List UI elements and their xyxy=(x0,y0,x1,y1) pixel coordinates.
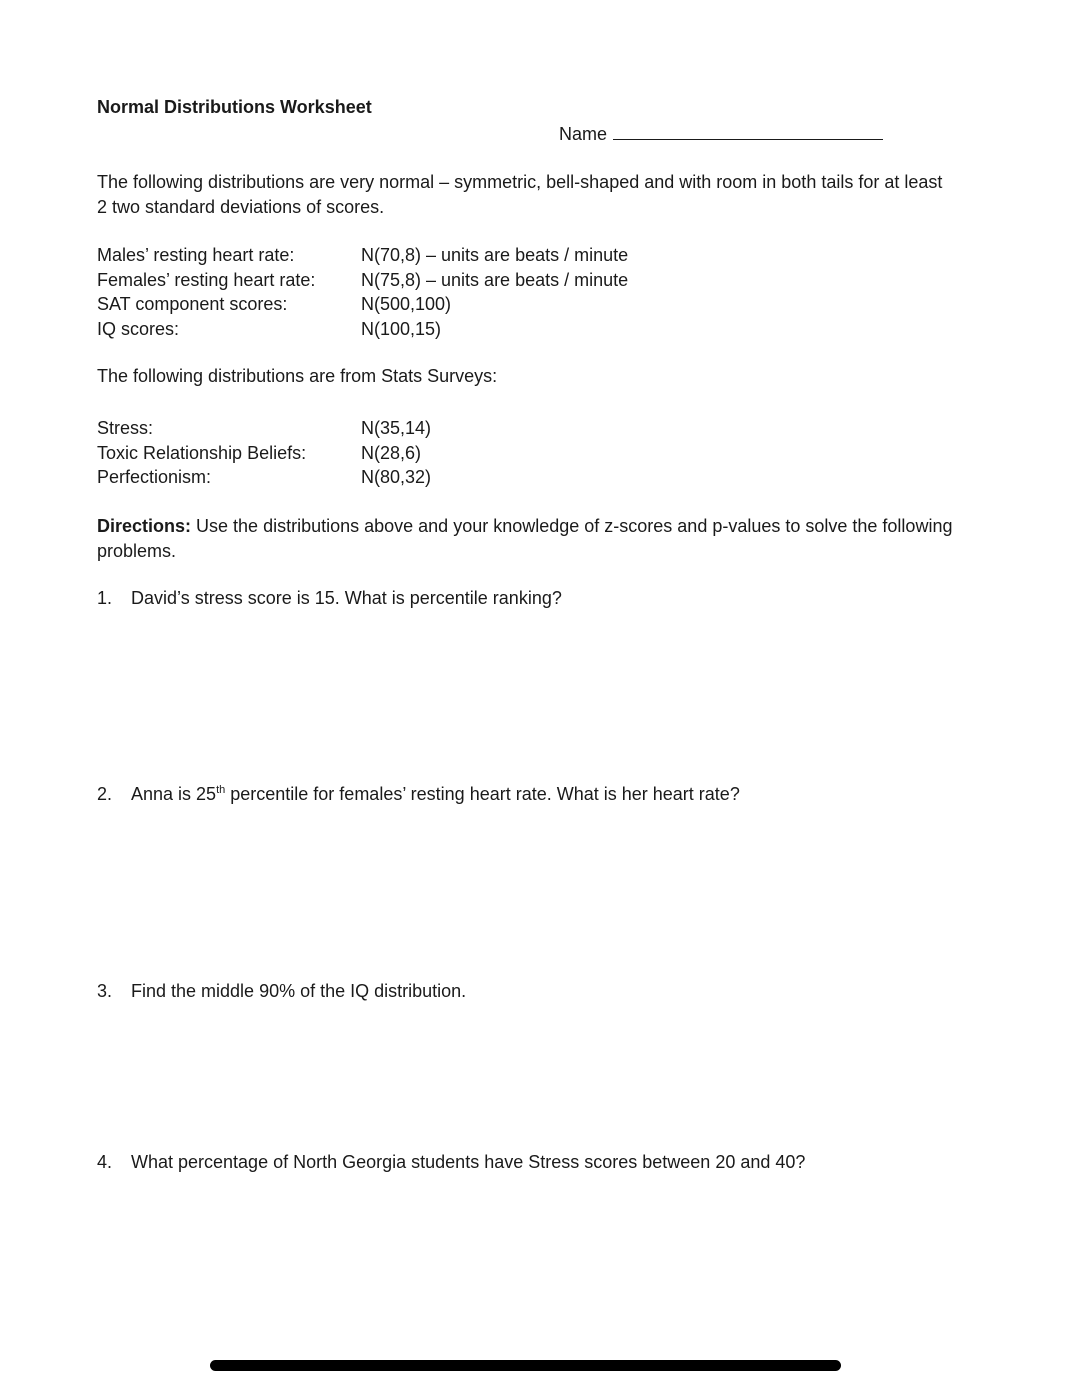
distribution-row xyxy=(97,465,431,490)
distribution-value: N(100,15) xyxy=(361,318,442,339)
distribution-row xyxy=(97,317,628,342)
directions-paragraph xyxy=(97,514,957,564)
distribution-value: N(70,8) – units are beats / minute xyxy=(361,245,629,265)
question-text-post: percentile for females’ resting heart rate. What is her heart rate? xyxy=(225,784,740,804)
distribution-list-1 xyxy=(97,243,628,341)
question-text: What percentage of North Georgia students have Stress scores between 20 and 40? xyxy=(131,1152,806,1172)
distribution-label: IQ scores: xyxy=(97,318,180,339)
distribution-row xyxy=(97,268,628,293)
question-text: David’s stress score is 15. What is percentile ranking? xyxy=(131,588,562,608)
distribution-row xyxy=(97,243,628,268)
distribution-value: N(80,32) xyxy=(361,467,432,487)
question-number: 1. xyxy=(97,588,113,608)
distribution-label: Males’ resting heart rate: xyxy=(97,245,295,265)
home-indicator-bar[interactable] xyxy=(210,1360,841,1371)
question-number: 4. xyxy=(97,1152,113,1172)
distribution-value: N(35,14) xyxy=(361,418,432,438)
name-blank-line xyxy=(613,121,883,140)
question-text xyxy=(131,784,740,805)
name-field xyxy=(559,121,883,145)
distribution-label: Perfectionism: xyxy=(97,467,212,487)
ordinal-suffix: th xyxy=(216,784,226,796)
survey-intro: The following distributions are from Stats Surveys: xyxy=(97,366,498,386)
question-text-pre: Anna is 25 xyxy=(131,784,217,804)
distribution-label: SAT component scores: xyxy=(97,294,288,314)
distribution-label: Stress: xyxy=(97,418,154,438)
question-3 xyxy=(97,981,466,1002)
question-number: 3. xyxy=(97,981,113,1001)
page-title: Normal Distributions Worksheet xyxy=(97,97,372,117)
distribution-row xyxy=(97,416,431,441)
question-text: Find the middle 90% of the IQ distribution. xyxy=(131,981,467,1001)
intro-paragraph: The following distributions are very normal – symmetric, bell-shaped and with room in both tails for at least 2 two standard deviations of scores. xyxy=(97,172,943,217)
question-2 xyxy=(97,784,740,805)
distribution-value: N(500,100) xyxy=(361,294,452,314)
distribution-label: Toxic Relationship Beliefs: xyxy=(97,442,307,463)
name-label: Name xyxy=(559,124,608,144)
question-number: 2. xyxy=(97,784,113,804)
directions-text: Use the distributions above and your knowledge of z-scores and p-values to solve the following problems. xyxy=(97,516,953,561)
question-4 xyxy=(97,1152,805,1173)
distribution-value: N(28,6) xyxy=(361,442,422,463)
distribution-value: N(75,8) – units are beats / minute xyxy=(361,269,629,290)
distribution-list-2 xyxy=(97,416,431,490)
question-1 xyxy=(97,588,562,609)
distribution-row xyxy=(97,441,431,466)
distribution-label: Females’ resting heart rate: xyxy=(97,269,316,290)
directions-label: Directions: xyxy=(97,516,192,536)
distribution-row xyxy=(97,292,628,317)
